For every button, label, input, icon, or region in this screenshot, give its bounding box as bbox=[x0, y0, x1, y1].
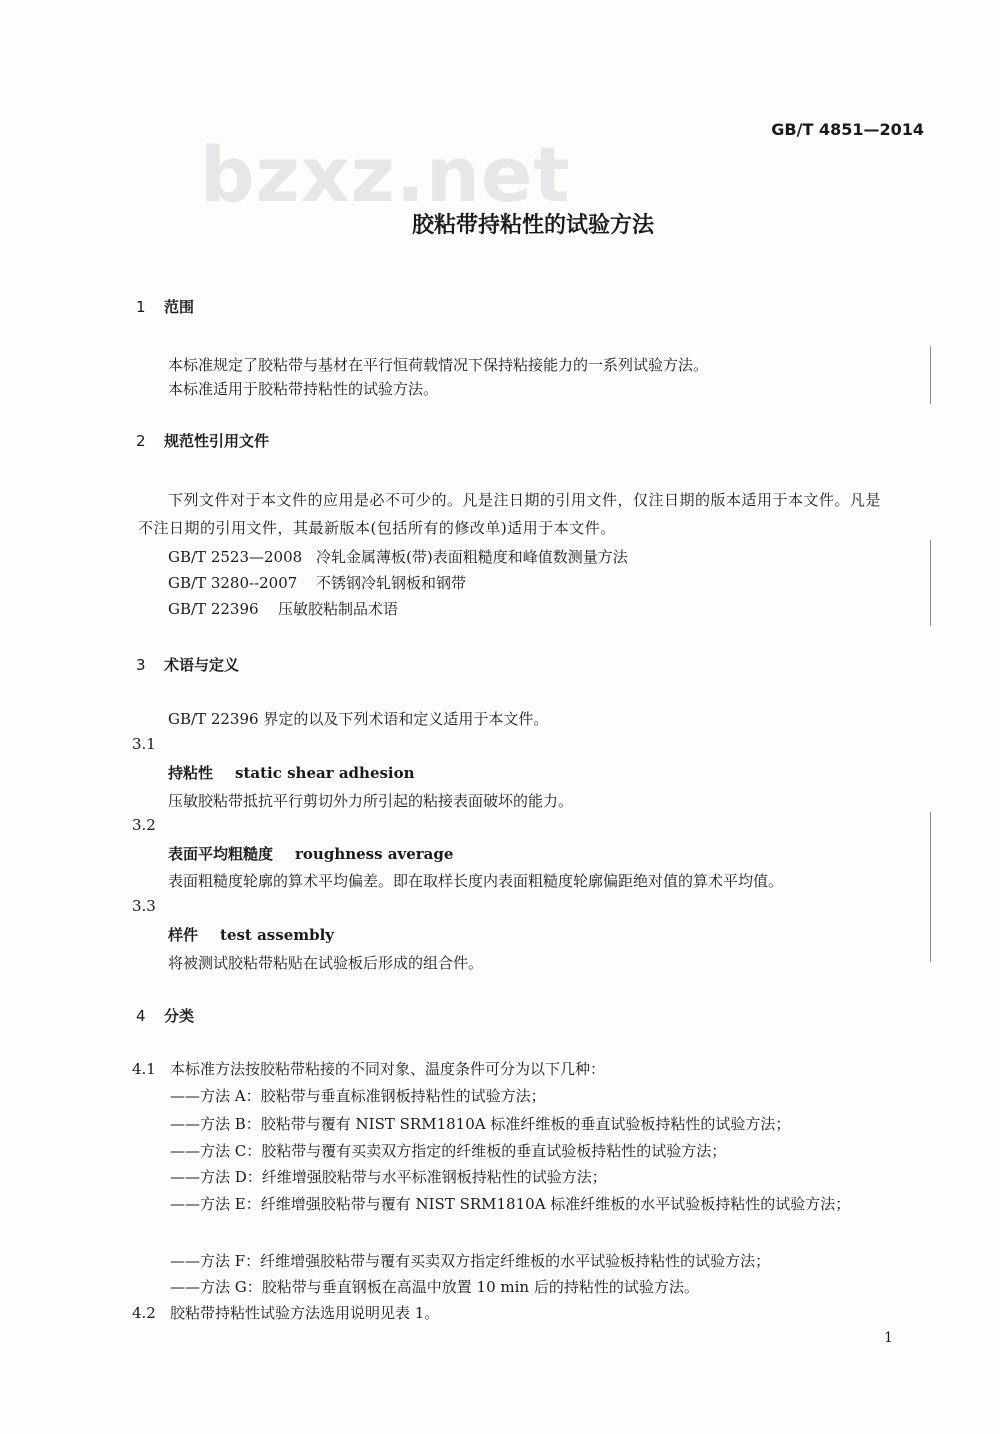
clause-4-2 bbox=[132, 1302, 439, 1323]
term-chinese: 表面平均粗糙度 bbox=[168, 845, 274, 863]
method-item: ——方法 F：纤维增强胶粘带与覆有买卖双方指定纤维板的水平试验板持粘性的试验方法； bbox=[170, 1252, 771, 1270]
watermark: bzxz.net bbox=[200, 130, 571, 219]
reference-item bbox=[168, 572, 466, 593]
clause-text: 本标准方法按胶粘带粘接的不同对象、温度条件可分为以下几种： bbox=[170, 1060, 606, 1078]
standard-code: GB/T 4851—2014 bbox=[771, 120, 924, 139]
reference-item bbox=[168, 598, 398, 619]
term-number: 3.3 bbox=[132, 897, 156, 915]
method-item: ——方法 E：纤维增强胶粘带与覆有 NIST SRM1810A 标准纤维板的水平试验板持粘性的试验方法； bbox=[170, 1195, 851, 1213]
section-number: 3 bbox=[136, 656, 146, 674]
term-heading bbox=[168, 924, 334, 945]
page-number: 1 bbox=[884, 1330, 893, 1346]
margin-rule bbox=[930, 812, 931, 962]
section-2-heading bbox=[136, 430, 269, 451]
section-title: 术语与定义 bbox=[164, 656, 240, 674]
term-heading bbox=[168, 762, 415, 783]
references-intro: 下列文件对于本文件的应用是必不可少的。凡是注日期的引用文件，仅注日期的版本适用于本文件。凡是不注日期的引用文件，其最新版本(包括所有的修改单)适用于本文件。 bbox=[138, 491, 882, 537]
section-number: 4 bbox=[136, 1007, 146, 1025]
term-english: test assembly bbox=[220, 926, 335, 944]
margin-rule bbox=[930, 540, 931, 626]
clause-number: 4.2 bbox=[132, 1304, 156, 1322]
method-item: ——方法 A：胶粘带与垂直标准钢板持粘性的试验方法； bbox=[170, 1087, 546, 1105]
method-item: ——方法 G：胶粘带与垂直钢板在高温中放置 10 min 后的持粘性的试验方法。 bbox=[170, 1278, 699, 1296]
section-number: 2 bbox=[136, 432, 146, 450]
margin-rule bbox=[930, 346, 931, 404]
clause-number: 4.1 bbox=[132, 1060, 156, 1078]
clause-text: 胶粘带持粘性试验方法选用说明见表 1。 bbox=[170, 1304, 440, 1322]
term-heading bbox=[168, 843, 453, 864]
section-title: 规范性引用文件 bbox=[164, 432, 270, 450]
term-chinese: 持粘性 bbox=[168, 764, 214, 782]
term-number: 3.2 bbox=[132, 816, 156, 834]
terms-intro: GB/T 22396 界定的以及下列术语和定义适用于本文件。 bbox=[168, 710, 549, 728]
reference-code: GB/T 22396 bbox=[168, 600, 259, 618]
scope-paragraph: 本标准规定了胶粘带与基材在平行恒荷载情况下保持粘接能力的一系列试验方法。 bbox=[168, 356, 709, 374]
method-item: ——方法 D：纤维增强胶粘带与水平标准钢板持粘性的试验方法； bbox=[170, 1168, 607, 1186]
reference-item bbox=[168, 546, 628, 567]
reference-title: 不锈钢冷轧钢板和钢带 bbox=[316, 574, 467, 592]
reference-title: 压敏胶粘制品术语 bbox=[278, 600, 399, 618]
method-item: ——方法 C：胶粘带与覆有买卖双方指定的纤维板的垂直试验板持粘性的试验方法； bbox=[170, 1142, 727, 1160]
section-number: 1 bbox=[136, 298, 146, 316]
section-4-heading bbox=[136, 1005, 194, 1026]
scope-paragraph: 本标准适用于胶粘带持粘性的试验方法。 bbox=[168, 380, 439, 398]
reference-code: GB/T 2523—2008 bbox=[168, 548, 303, 566]
term-definition: 压敏胶粘带抵抗平行剪切外力所引起的粘接表面破坏的能力。 bbox=[168, 792, 574, 810]
section-title: 范围 bbox=[164, 298, 195, 316]
term-definition: 表面粗糙度轮廓的算术平均偏差。即在取样长度内表面粗糙度轮廓偏距绝对值的算术平均值。 bbox=[168, 872, 784, 890]
clause-4-1 bbox=[132, 1058, 605, 1079]
reference-code: GB/T 3280--2007 bbox=[168, 574, 298, 592]
section-3-heading bbox=[136, 654, 239, 675]
reference-title: 冷轧金属薄板(带)表面粗糙度和峰值数测量方法 bbox=[316, 548, 628, 566]
term-definition: 将被测试胶粘带粘贴在试验板后形成的组合件。 bbox=[168, 954, 484, 972]
term-number: 3.1 bbox=[132, 735, 156, 753]
document-title: 胶粘带持粘性的试验方法 bbox=[411, 213, 654, 238]
section-title: 分类 bbox=[164, 1007, 195, 1025]
term-english: roughness average bbox=[295, 845, 454, 863]
section-1-heading bbox=[136, 296, 194, 317]
method-item: ——方法 B：胶粘带与覆有 NIST SRM1810A 标准纤维板的垂直试验板持粘性的试验方法； bbox=[170, 1115, 791, 1133]
term-english: static shear adhesion bbox=[235, 764, 415, 782]
term-chinese: 样件 bbox=[168, 926, 199, 944]
